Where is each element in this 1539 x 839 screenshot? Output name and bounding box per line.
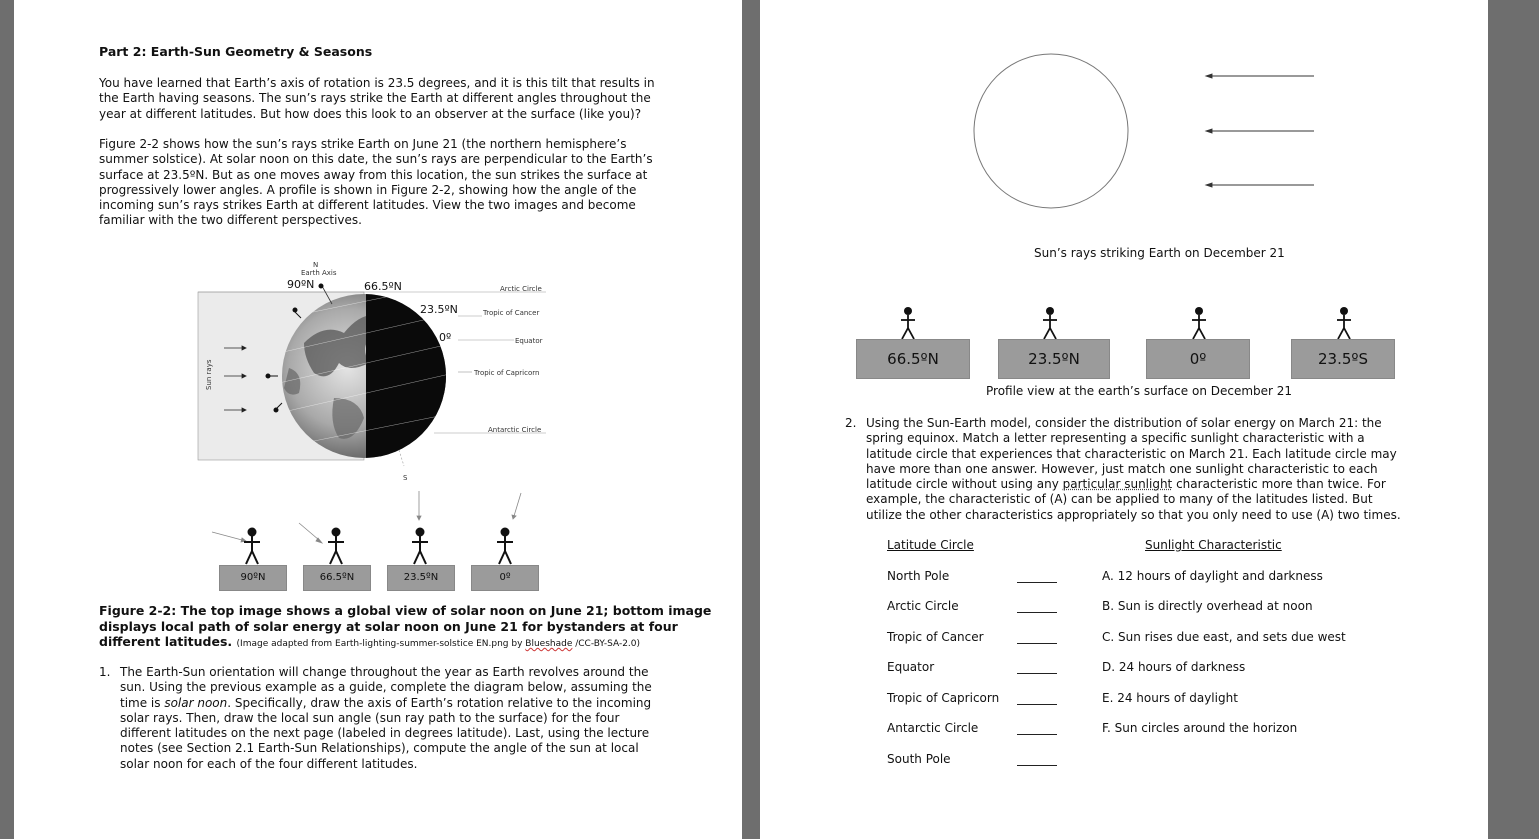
profile-box-665n: 66.5ºN [856, 339, 970, 379]
text-line: solar noon for each of the four different latitudes. [120, 756, 418, 771]
text-line: year at different latitudes. But how does this look to an observer at the surface (like you)? [99, 106, 642, 121]
text-line: . Specifically, draw the axis of Earth’s rotation relative to the incoming [227, 695, 652, 710]
june-profile-rays [14, 488, 742, 568]
text-line: characteristic more than twice. For [1172, 477, 1386, 492]
grammar-marked-text: particular sunlight [1062, 477, 1173, 492]
text-line: surface at 23.5ºN. But as one moves away from this location, the sun strikes the surface at [99, 167, 648, 182]
emphasis-text: solar noon [164, 695, 228, 710]
question-1-number: 1. [99, 665, 111, 679]
sun-rays-label: Sun rays [205, 359, 213, 390]
latitude-north-pole: North Pole [887, 569, 950, 583]
question-2-text [866, 416, 1466, 523]
characteristic-e: E. 24 hours of daylight [1102, 691, 1238, 705]
text-line: latitude circle without using any [866, 477, 1063, 492]
text-line: You have learned that Earth’s axis of rotation is 23.5 degrees, and it is this tilt that results in [99, 76, 655, 90]
text-line: the Earth having seasons. The sun’s rays strike the Earth at different angles throughout the [99, 91, 651, 106]
characteristic-b: B. Sun is directly overhead at noon [1102, 599, 1313, 613]
text-line: sun. Using the previous example as a guide, complete the diagram below, assuming the [120, 680, 652, 695]
north-label: N [313, 261, 319, 269]
text-line: Using the Sun-Earth model, consider the distribution of solar energy on March 21: the [866, 416, 1382, 430]
credit-author: Blueshade [525, 639, 573, 649]
text-line: example, the characteristic of (A) can be applied to many of the latitudes listed. But [866, 492, 1373, 507]
incoming-sun-rays [1206, 74, 1314, 187]
caption-line: different latitudes. [99, 634, 233, 649]
answer-blank[interactable] [1017, 643, 1057, 644]
person-icon [1189, 306, 1209, 340]
profile-box-235n: 23.5ºN [387, 565, 455, 591]
text-line: have more than one answer. However, just match one sunlight characteristic to each [866, 461, 1378, 476]
figure-description-paragraph [99, 137, 699, 229]
question-2-number: 2. [845, 416, 857, 430]
person-icon [898, 306, 918, 340]
text-line: Figure 2-2 shows how the sun’s rays strike Earth on June 21 (the northern hemisphere’s [99, 137, 627, 151]
lat-90n-label: 90ºN [287, 278, 315, 291]
sunlight-column-header: Sunlight Characteristic [1145, 538, 1282, 552]
december-earth-diagram [760, 0, 1488, 240]
profile-caption: Profile view at the earth’s surface on December 21 [986, 384, 1293, 398]
characteristic-d: D. 24 hours of darkness [1102, 660, 1246, 674]
profile-box-235s: 23.5ºS [1291, 339, 1395, 379]
page-left [14, 0, 742, 839]
profile-box-235n: 23.5ºN [998, 339, 1110, 379]
answer-blank[interactable] [1017, 612, 1057, 613]
text-line: familiar with the two different perspectives. [99, 213, 362, 228]
latitude-equator: Equator [887, 660, 935, 674]
text-line: progressively lower angles. A profile is shown in Figure 2-2, showing how the angle of the [99, 182, 637, 197]
section-heading: Part 2: Earth-Sun Geometry & Seasons [99, 44, 373, 59]
figure-caption [99, 603, 719, 653]
december-diagram-caption: Sun’s rays striking Earth on December 21 [1034, 246, 1285, 260]
text-line: latitude circle that experiences that characteristic on March 21. Each latitude circle may [866, 446, 1397, 461]
globe-figure [14, 258, 742, 488]
person-icon [1334, 306, 1354, 340]
lat-0-label: 0º [439, 331, 452, 344]
person-icon [495, 527, 515, 565]
earth-axis-label: Earth Axis [301, 269, 337, 277]
person-icon [326, 527, 346, 565]
latitude-tropic-capricorn: Tropic of Capricorn [887, 691, 1000, 705]
profile-box-665n: 66.5ºN [303, 565, 371, 591]
person-icon [1040, 306, 1060, 340]
answer-blank[interactable] [1017, 734, 1057, 735]
latitude-column-header: Latitude Circle [887, 538, 974, 552]
antarctic-circle-label: Antarctic Circle [488, 426, 542, 434]
latitude-south-pole: South Pole [887, 752, 951, 766]
image-credit [237, 639, 640, 649]
equator-label: Equator [515, 337, 543, 345]
characteristic-f: F. Sun circles around the horizon [1102, 721, 1298, 735]
text-line: different latitudes on the next page (labeled in degrees latitude). Last, using the lecture [120, 726, 650, 741]
credit-text: (Image adapted from Earth-lighting-summer-solstice EN.png by [236, 639, 526, 649]
tropic-cancer-label: Tropic of Cancer [483, 309, 540, 317]
answer-blank[interactable] [1017, 673, 1057, 674]
arctic-circle-label: Arctic Circle [500, 285, 542, 293]
profile-box-90n: 90ºN [219, 565, 287, 591]
latitude-tropic-cancer: Tropic of Cancer [887, 630, 984, 644]
earth-outline [974, 54, 1128, 208]
text-line: The Earth-Sun orientation will change throughout the year as Earth revolves around the [120, 665, 649, 679]
lat-235n-label: 23.5ºN [420, 303, 458, 316]
answer-blank[interactable] [1017, 704, 1057, 705]
caption-line: Figure 2-2: The top image shows a global view of solar noon on June 21; bottom image [99, 603, 712, 618]
tropic-capricorn-label: Tropic of Capricorn [474, 369, 540, 377]
intro-paragraph [99, 76, 699, 122]
characteristic-c: C. Sun rises due east, and sets due west [1102, 630, 1346, 644]
page-right [760, 0, 1488, 839]
text-line: time is [120, 695, 165, 710]
text-line: utilize the other characteristics appropriately so that you only need to use (A) two times. [866, 507, 1401, 522]
profile-box-0: 0º [1146, 339, 1250, 379]
text-line: spring equinox. Match a letter representing a specific sunlight characteristic with a [866, 431, 1365, 446]
credit-license: /CC-BY-SA-2.0) [572, 639, 641, 649]
caption-line: displays local path of solar energy at solar noon on June 21 for bystanders at four [99, 618, 678, 634]
text-line: notes (see Section 2.1 Earth-Sun Relationships), compute the angle of the sun at local [120, 741, 639, 756]
question-1-text [120, 665, 710, 772]
text-line: incoming sun’s rays strikes Earth at different latitudes. View the two images and become [99, 198, 636, 213]
lat-665n-label: 66.5ºN [364, 280, 402, 293]
profile-box-0: 0º [471, 565, 539, 591]
latitude-arctic-circle: Arctic Circle [887, 599, 959, 613]
answer-blank[interactable] [1017, 765, 1057, 766]
text-line: summer solstice). At solar noon on this date, the sun’s rays are perpendicular to the Earth’s [99, 152, 653, 167]
person-icon [410, 527, 430, 565]
text-line: solar rays. Then, draw the local sun angle (sun ray path to the surface) for the four [120, 710, 620, 725]
south-label: S [403, 474, 408, 482]
characteristic-a: A. 12 hours of daylight and darkness [1102, 569, 1323, 583]
answer-blank[interactable] [1017, 582, 1057, 583]
person-icon [242, 527, 262, 565]
latitude-antarctic-circle: Antarctic Circle [887, 721, 979, 735]
